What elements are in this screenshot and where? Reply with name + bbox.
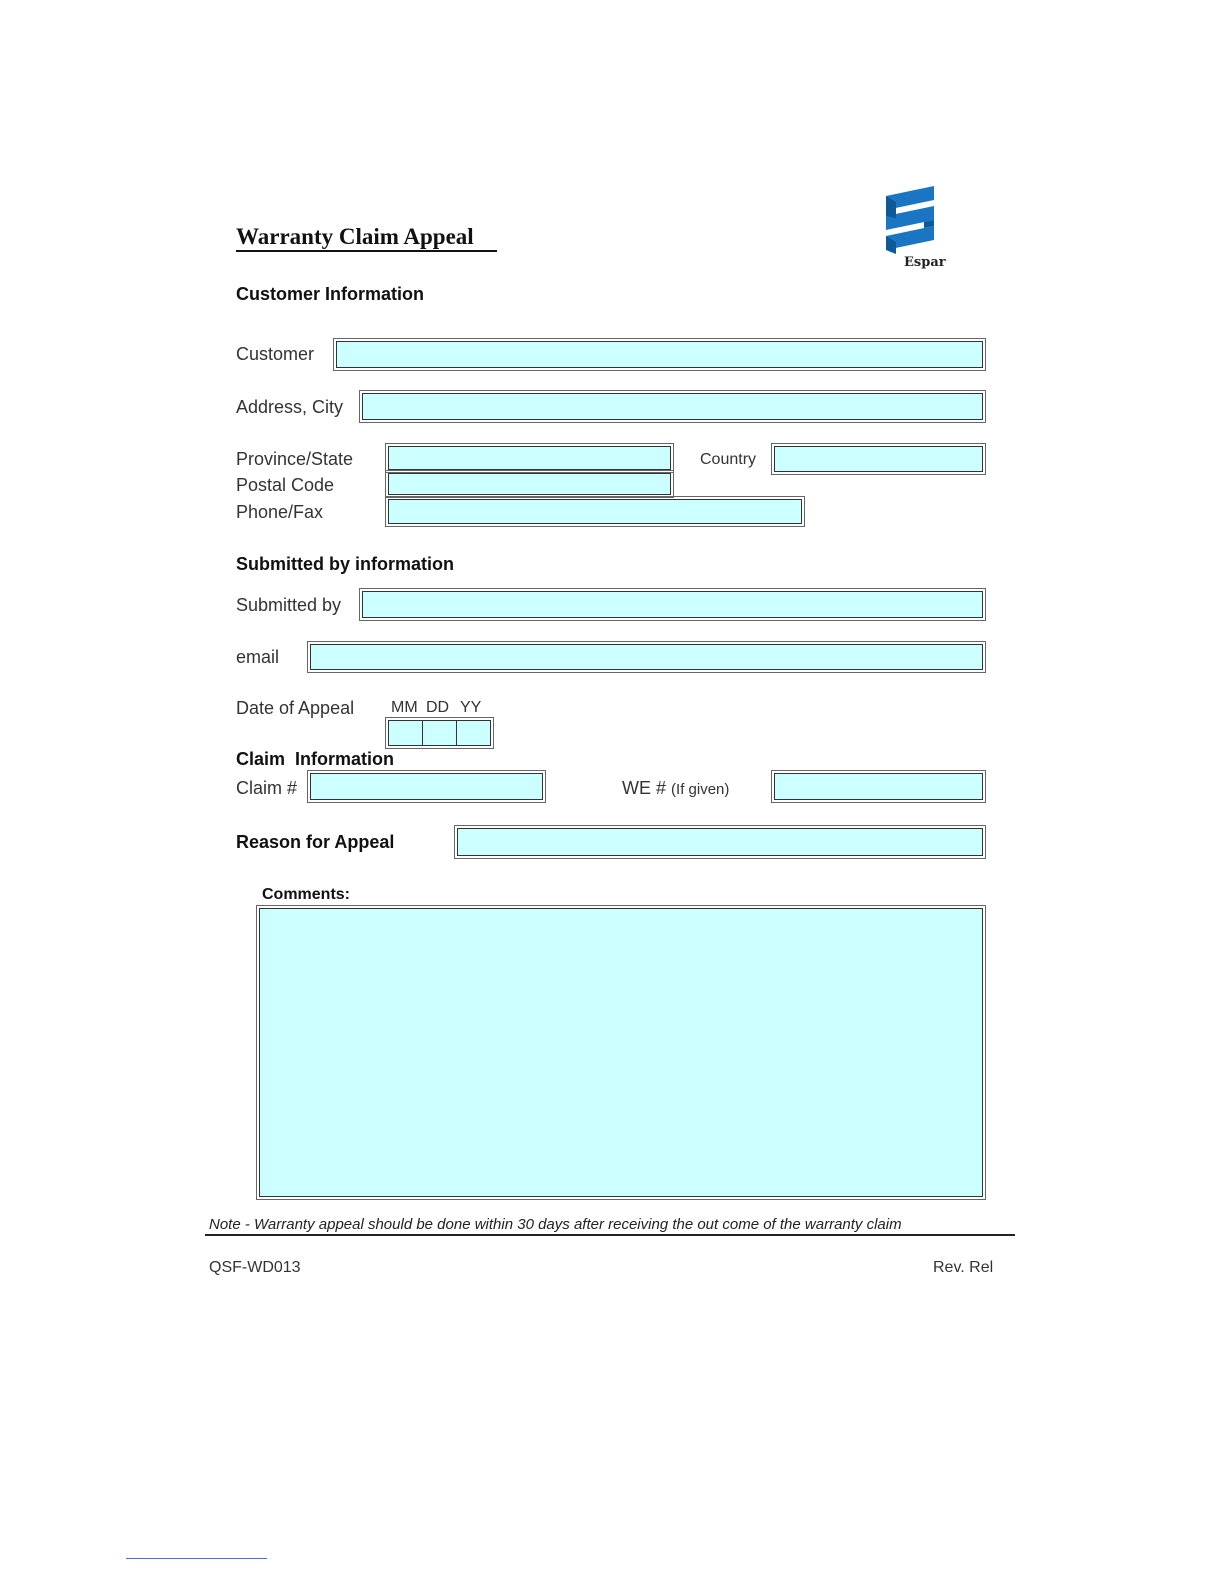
form-title: Warranty Claim Appeal (236, 224, 474, 249)
claim-number-label: Claim # (236, 778, 298, 798)
date-dd-label: DD (426, 699, 450, 716)
address-field[interactable] (362, 393, 983, 420)
comments-label: Comments: (262, 886, 351, 903)
claim-number-field[interactable] (310, 773, 543, 800)
customer-label: Customer (236, 344, 315, 364)
email-label: email (236, 647, 280, 667)
province-label: Province/State (236, 449, 354, 469)
reason-for-appeal-field[interactable] (457, 828, 983, 856)
we-number-label (622, 778, 729, 799)
address-label: Address, City (236, 397, 344, 417)
we-number-field[interactable] (774, 773, 983, 800)
date-mm-field[interactable] (389, 721, 423, 745)
country-field[interactable] (774, 446, 983, 472)
submitted-by-label: Submitted by (236, 595, 342, 615)
bottom-link-line (126, 1558, 267, 1559)
comments-field[interactable] (259, 908, 983, 1197)
claim-info-heading: Claim Information (236, 749, 395, 769)
date-of-appeal-field (388, 720, 491, 746)
email-field[interactable] (310, 644, 983, 670)
phone-fax-field[interactable] (388, 499, 802, 524)
postal-code-field[interactable] (388, 473, 671, 495)
revision-label: Rev. Rel (933, 1259, 994, 1276)
country-label: Country (700, 451, 757, 468)
we-number-text: WE # (622, 778, 667, 798)
espar-logo (883, 184, 953, 276)
logo-text: Espar (904, 255, 946, 270)
date-dd-field[interactable] (423, 721, 457, 745)
postal-code-label: Postal Code (236, 475, 335, 495)
date-of-appeal-label: Date of Appeal (236, 698, 355, 718)
customer-field[interactable] (336, 341, 983, 368)
date-mm-label: MM (391, 699, 418, 716)
date-yy-label: YY (460, 699, 482, 716)
submitted-info-heading: Submitted by information (236, 554, 454, 574)
submitted-by-field[interactable] (362, 591, 983, 618)
customer-info-heading: Customer Information (236, 284, 425, 304)
footer-note: Note - Warranty appeal should be done within 30 days after receiving the out come of the warranty claim (209, 1216, 902, 1233)
footer-divider (205, 1234, 1015, 1236)
province-field[interactable] (388, 446, 671, 470)
form-code: QSF-WD013 (209, 1259, 301, 1276)
we-number-hint: (If given) (671, 781, 730, 798)
title-underline (236, 250, 497, 252)
phone-fax-label: Phone/Fax (236, 502, 324, 522)
reason-for-appeal-label: Reason for Appeal (236, 832, 395, 852)
date-yy-field[interactable] (457, 721, 490, 745)
